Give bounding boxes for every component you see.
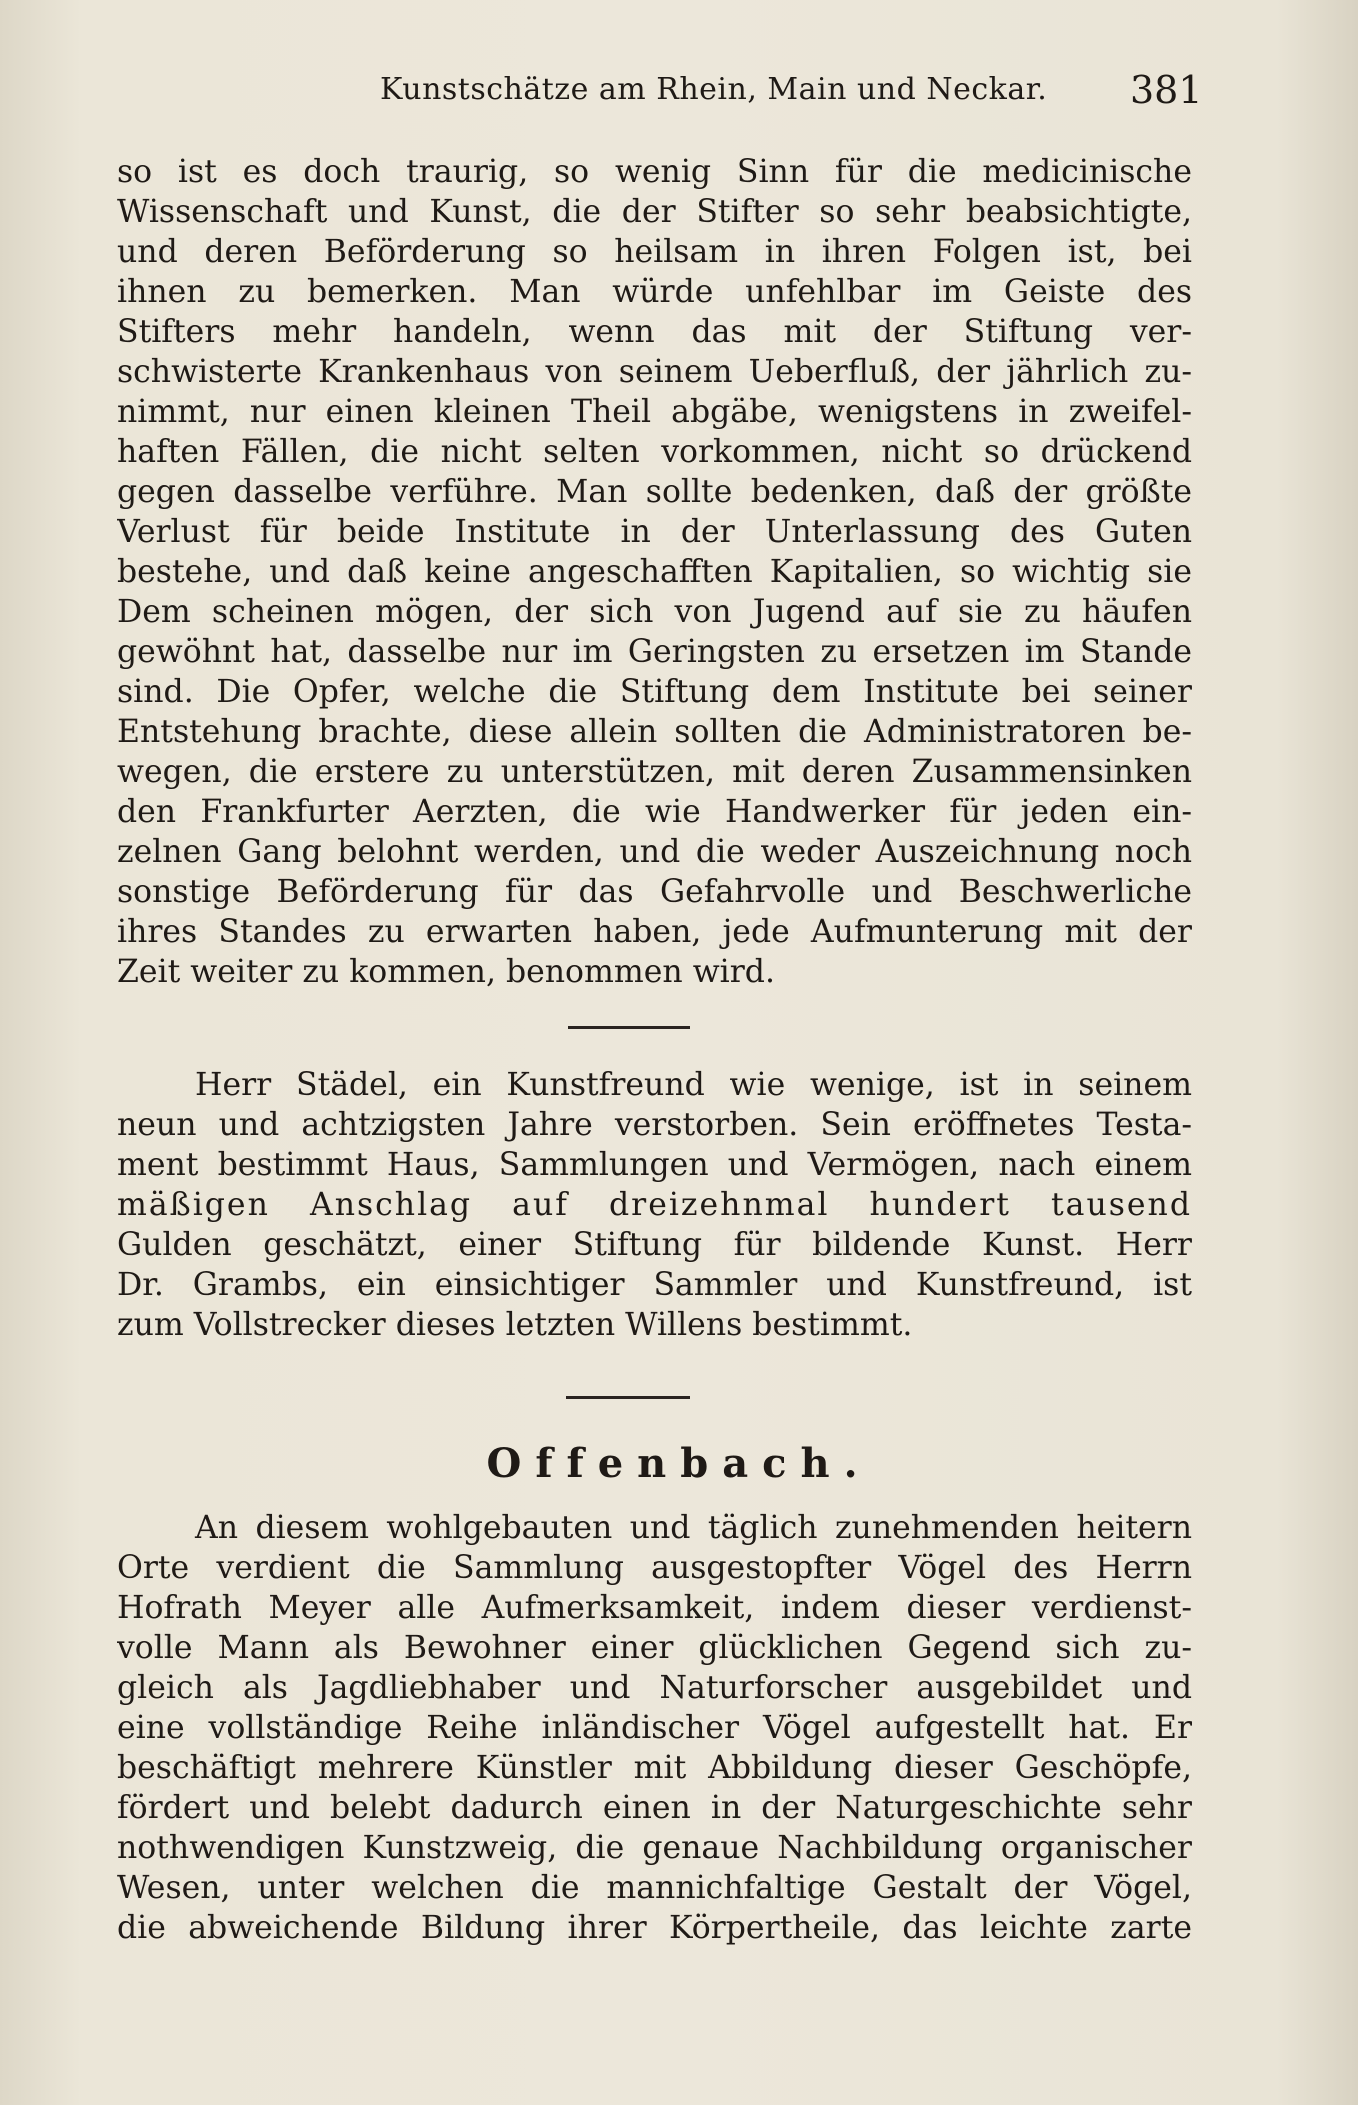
text-line: wegen, die erstere zu unterstützen, mit deren Zusammensinken [117,754,1192,790]
text-line: gleich als Jagdliebhaber und Naturforscher ausgebildet und [117,1670,1192,1706]
divider-rule [566,1396,690,1399]
text-line: gewöhnt hat, dasselbe nur im Geringsten zu ersetzen im Stande [117,634,1192,670]
text-line: Zeit weiter zu kommen, benommen wird. [117,954,775,990]
text-line: zelnen Gang belohnt werden, und die weder Auszeichnung noch [117,834,1192,870]
text-line: eine vollständige Reihe inländischer Vögel aufgestellt hat. Er [117,1710,1192,1746]
text-line: beschäftigt mehrere Künstler mit Abbildung dieser Geschöpfe, [117,1750,1192,1786]
section-heading: Offenbach. [486,1440,872,1487]
paragraph-1 [117,152,1192,992]
text-line: Wissenschaft und Kunst, die der Stifter so sehr beabsichtigte, [117,194,1192,230]
text-line: ihres Standes zu erwarten haben, jede Aufmunterung mit der [117,914,1192,950]
text-line: gegen dasselbe verführe. Man sollte bedenken, daß der größte [117,474,1192,510]
text-line: volle Mann als Bewohner einer glücklichen Gegend sich zu- [117,1630,1192,1666]
paragraph-2 [117,1065,1192,1345]
text-line: und deren Beförderung so heilsam in ihren Folgen ist, bei [117,234,1192,270]
text-line: Dr. Grambs, ein einsichtiger Sammler und Kunstfreund, ist [117,1267,1192,1303]
text-line: sind. Die Opfer, welche die Stiftung dem Institute bei seiner [117,674,1192,710]
text-line: Dem scheinen mögen, der sich von Jugend auf sie zu häufen [117,594,1192,630]
text-line: Herr Städel, ein Kunstfreund wie wenige, ist in seinem [195,1067,1192,1103]
text-line: zum Vollstrecker dieses letzten Willens bestimmt. [117,1307,913,1343]
text-line: mäßigen Anschlag auf dreizehnmal hundert tausend [117,1187,1192,1223]
text-line: Entstehung brachte, diese allein sollten die Administratoren be- [117,714,1192,750]
text-line: ment bestimmt Haus, Sammlungen und Vermögen, nach einem [117,1147,1192,1183]
text-line: Stifters mehr handeln, wenn das mit der Stiftung ver- [117,314,1192,350]
text-line: nothwendigen Kunstzweig, die genaue Nachbildung organischer [117,1830,1192,1866]
text-line: Wesen, unter welchen die mannichfaltige Gestalt der Vögel, [117,1870,1192,1906]
divider-rule [568,1026,690,1029]
text-line: An diesem wohlgebauten und täglich zunehmenden heitern [195,1510,1192,1546]
text-line: schwisterte Krankenhaus von seinem Ueberfluß, der jährlich zu- [117,354,1192,390]
text-line: den Frankfurter Aerzten, die wie Handwerker für jeden ein- [117,794,1192,830]
text-line: ihnen zu bemerken. Man würde unfehlbar im Geiste des [117,274,1192,310]
text-line: Orte verdient die Sammlung ausgestopfter Vögel des Herrn [117,1550,1192,1586]
text-line: nimmt, nur einen kleinen Theil abgäbe, wenigstens in zweifel- [117,394,1192,430]
text-line: fördert und belebt dadurch einen in der Naturgeschichte sehr [117,1790,1192,1826]
text-line: Hofrath Meyer alle Aufmerksamkeit, indem dieser verdienst- [117,1590,1192,1626]
text-line: sonstige Beförderung für das Gefahrvolle und Beschwerliche [117,874,1192,910]
running-title: Kunstschätze am Rhein, Main und Neckar. [380,72,1048,107]
text-line: neun und achtzigsten Jahre verstorben. Sein eröffnetes Testa- [117,1107,1192,1143]
paragraph-3 [117,1508,1192,1948]
text-line: die abweichende Bildung ihrer Körpertheile, das leichte zarte [117,1910,1192,1946]
text-line: Verlust für beide Institute in der Unterlassung des Guten [117,514,1192,550]
text-line: so ist es doch traurig, so wenig Sinn für die medicinische [117,154,1192,190]
text-line: haften Fällen, die nicht selten vorkommen, nicht so drückend [117,434,1192,470]
page-number: 381 [1130,68,1203,112]
text-line: bestehe, und daß keine angeschafften Kapitalien, so wichtig sie [117,554,1192,590]
text-line: Gulden geschätzt, einer Stiftung für bildende Kunst. Herr [117,1227,1192,1263]
